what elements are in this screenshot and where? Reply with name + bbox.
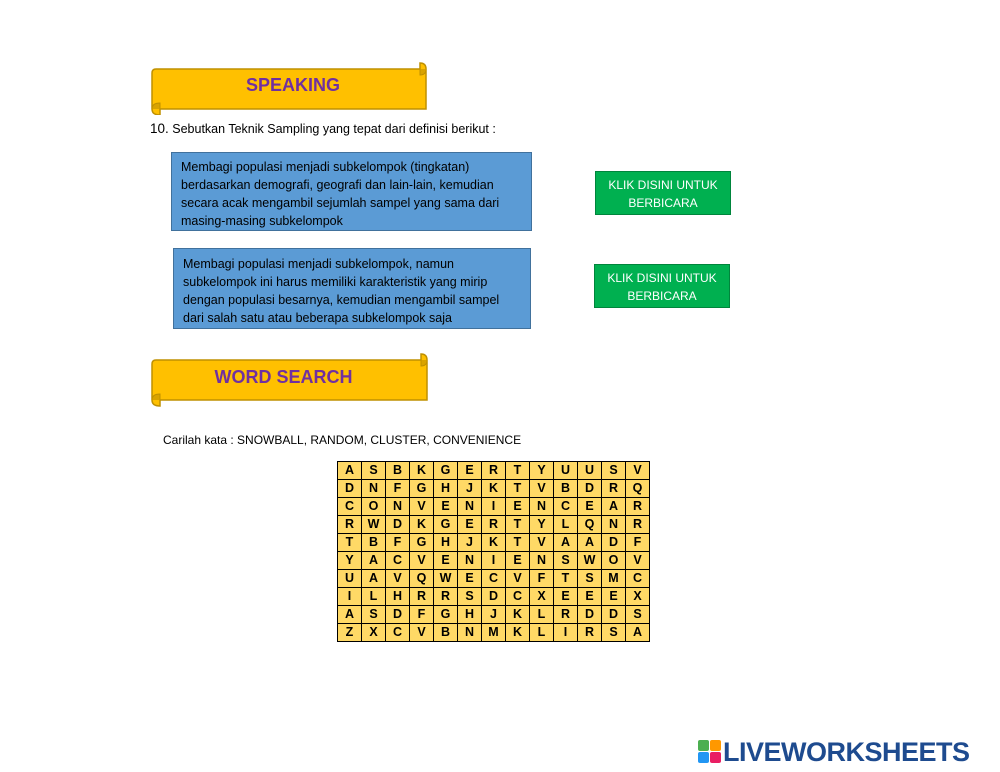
grid-cell[interactable]: S bbox=[362, 462, 386, 480]
grid-cell[interactable]: S bbox=[578, 570, 602, 588]
grid-cell[interactable]: L bbox=[362, 588, 386, 606]
grid-cell[interactable]: S bbox=[626, 606, 650, 624]
grid-cell[interactable]: I bbox=[338, 588, 362, 606]
grid-cell[interactable]: Y bbox=[338, 552, 362, 570]
grid-cell[interactable]: X bbox=[362, 624, 386, 642]
grid-cell[interactable]: V bbox=[386, 570, 410, 588]
grid-row bbox=[338, 480, 650, 498]
grid-cell[interactable]: J bbox=[458, 480, 482, 498]
grid-cell[interactable]: A bbox=[338, 606, 362, 624]
grid-cell[interactable]: W bbox=[434, 570, 458, 588]
definition-line: dengan populasi besarnya, kemudian mengambil sampel bbox=[183, 293, 500, 307]
grid-cell[interactable]: C bbox=[482, 570, 506, 588]
grid-cell[interactable]: K bbox=[482, 534, 506, 552]
grid-cell[interactable]: G bbox=[434, 462, 458, 480]
grid-cell[interactable]: T bbox=[506, 534, 530, 552]
speak-button-label: BERBICARA bbox=[627, 289, 697, 303]
grid-cell[interactable]: E bbox=[602, 588, 626, 606]
grid-cell[interactable]: D bbox=[578, 606, 602, 624]
logo-text: LIVEWORKSHEETS bbox=[723, 737, 970, 767]
grid-cell[interactable]: T bbox=[506, 516, 530, 534]
grid-cell[interactable]: N bbox=[530, 498, 554, 516]
grid-cell[interactable]: A bbox=[338, 462, 362, 480]
grid-cell[interactable]: V bbox=[530, 480, 554, 498]
grid-cell[interactable]: R bbox=[482, 516, 506, 534]
speak-button-label: BERBICARA bbox=[628, 196, 698, 210]
grid-cell[interactable]: V bbox=[626, 552, 650, 570]
grid-cell[interactable]: F bbox=[410, 606, 434, 624]
grid-cell[interactable]: I bbox=[482, 498, 506, 516]
grid-cell[interactable]: A bbox=[362, 570, 386, 588]
grid-row bbox=[338, 516, 650, 534]
grid-cell[interactable]: L bbox=[554, 516, 578, 534]
grid-cell[interactable]: A bbox=[362, 552, 386, 570]
grid-cell[interactable]: O bbox=[602, 552, 626, 570]
grid-cell[interactable]: E bbox=[434, 552, 458, 570]
definition-line: secara acak mengambil sejumlah sampel yang sama dari bbox=[181, 196, 500, 210]
grid-cell[interactable]: G bbox=[410, 480, 434, 498]
speak-button-1[interactable] bbox=[595, 171, 731, 215]
grid-cell[interactable]: E bbox=[458, 570, 482, 588]
grid-cell[interactable]: H bbox=[386, 588, 410, 606]
grid-cell[interactable]: C bbox=[554, 498, 578, 516]
grid-cell[interactable]: Q bbox=[626, 480, 650, 498]
grid-cell[interactable]: E bbox=[578, 588, 602, 606]
definition-line: berdasarkan demografi, geografi dan lain-lain, kemudian bbox=[181, 178, 494, 192]
word-search-instruction: Carilah kata : SNOWBALL, RANDOM, CLUSTER, CONVENIENCE bbox=[163, 433, 522, 447]
grid-cell[interactable]: R bbox=[338, 516, 362, 534]
grid-cell[interactable]: D bbox=[386, 606, 410, 624]
grid-cell[interactable]: N bbox=[602, 516, 626, 534]
grid-cell[interactable]: E bbox=[554, 588, 578, 606]
grid-cell[interactable]: A bbox=[602, 498, 626, 516]
definition-line: dari salah satu atau beberapa subkelompok saja bbox=[183, 311, 452, 325]
grid-cell[interactable]: A bbox=[554, 534, 578, 552]
grid-cell[interactable]: S bbox=[362, 606, 386, 624]
grid-cell[interactable]: S bbox=[458, 588, 482, 606]
grid-row bbox=[338, 588, 650, 606]
grid-cell[interactable]: D bbox=[338, 480, 362, 498]
grid-cell[interactable]: L bbox=[530, 606, 554, 624]
grid-cell[interactable]: E bbox=[458, 516, 482, 534]
grid-cell[interactable]: E bbox=[578, 498, 602, 516]
grid-cell[interactable]: H bbox=[434, 534, 458, 552]
grid-cell[interactable]: C bbox=[626, 570, 650, 588]
grid-cell[interactable]: F bbox=[626, 534, 650, 552]
grid-cell[interactable]: G bbox=[434, 516, 458, 534]
grid-cell[interactable]: Y bbox=[530, 462, 554, 480]
grid-cell[interactable]: B bbox=[554, 480, 578, 498]
grid-cell[interactable]: D bbox=[578, 480, 602, 498]
grid-cell[interactable]: O bbox=[362, 498, 386, 516]
grid-cell[interactable]: R bbox=[578, 624, 602, 642]
question-text: Sebutkan Teknik Sampling yang tepat dari definisi berikut : bbox=[172, 122, 496, 136]
grid-cell[interactable]: A bbox=[626, 624, 650, 642]
grid-cell[interactable]: K bbox=[506, 606, 530, 624]
grid-cell[interactable]: V bbox=[626, 462, 650, 480]
grid-cell[interactable]: J bbox=[458, 534, 482, 552]
definition-line: Membagi populasi menjadi subkelompok, namun bbox=[183, 257, 454, 271]
grid-cell[interactable]: T bbox=[338, 534, 362, 552]
grid-cell[interactable]: I bbox=[554, 624, 578, 642]
grid-cell[interactable]: J bbox=[482, 606, 506, 624]
grid-cell[interactable]: Q bbox=[410, 570, 434, 588]
grid-cell[interactable]: N bbox=[530, 552, 554, 570]
grid-cell[interactable]: L bbox=[530, 624, 554, 642]
grid-cell[interactable]: B bbox=[362, 534, 386, 552]
grid-cell[interactable]: C bbox=[386, 624, 410, 642]
definition-line: Membagi populasi menjadi subkelompok (tingkatan) bbox=[181, 160, 470, 174]
grid-cell[interactable]: A bbox=[578, 534, 602, 552]
grid-cell[interactable]: C bbox=[386, 552, 410, 570]
grid-cell[interactable]: T bbox=[554, 570, 578, 588]
grid-row bbox=[338, 462, 650, 480]
grid-cell[interactable]: W bbox=[362, 516, 386, 534]
grid-row bbox=[338, 570, 650, 588]
grid-cell[interactable]: V bbox=[410, 498, 434, 516]
word-search-title: WORD SEARCH bbox=[214, 367, 353, 387]
definition-box-1 bbox=[171, 152, 532, 231]
grid-cell[interactable]: E bbox=[434, 498, 458, 516]
grid-cell[interactable]: X bbox=[626, 588, 650, 606]
word-search-banner bbox=[150, 352, 429, 407]
grid-cell[interactable]: E bbox=[458, 462, 482, 480]
speak-button-label: KLIK DISINI UNTUK bbox=[608, 178, 718, 192]
grid-cell[interactable]: E bbox=[506, 498, 530, 516]
grid-row bbox=[338, 624, 650, 642]
grid-cell[interactable]: I bbox=[482, 552, 506, 570]
grid-cell[interactable]: W bbox=[578, 552, 602, 570]
speaking-banner bbox=[150, 61, 428, 115]
logo-blocks-icon bbox=[698, 740, 722, 764]
grid-cell[interactable]: F bbox=[386, 480, 410, 498]
grid-cell[interactable]: R bbox=[626, 498, 650, 516]
grid-cell[interactable]: K bbox=[410, 516, 434, 534]
definition-line: subkelompok ini harus memiliki karakteristik yang mirip bbox=[183, 275, 488, 289]
grid-cell[interactable]: E bbox=[506, 552, 530, 570]
grid-cell[interactable]: R bbox=[554, 606, 578, 624]
grid-cell[interactable]: G bbox=[410, 534, 434, 552]
definition-box-2 bbox=[173, 248, 531, 329]
grid-cell[interactable]: R bbox=[602, 480, 626, 498]
grid-row bbox=[338, 606, 650, 624]
grid-cell[interactable]: M bbox=[482, 624, 506, 642]
grid-cell[interactable]: T bbox=[506, 480, 530, 498]
speak-button-label: KLIK DISINI UNTUK bbox=[607, 271, 717, 285]
grid-cell[interactable]: N bbox=[458, 498, 482, 516]
grid-cell[interactable]: R bbox=[410, 588, 434, 606]
grid-cell[interactable]: D bbox=[602, 534, 626, 552]
speaking-title: SPEAKING bbox=[245, 75, 341, 95]
grid-cell[interactable]: B bbox=[386, 462, 410, 480]
question-prompt bbox=[150, 121, 496, 136]
definition-line: masing-masing subkelompok bbox=[181, 214, 343, 228]
grid-cell[interactable]: U bbox=[338, 570, 362, 588]
grid-cell[interactable]: R bbox=[482, 462, 506, 480]
grid-cell[interactable]: S bbox=[554, 552, 578, 570]
grid-cell[interactable]: C bbox=[338, 498, 362, 516]
question-number: 10. bbox=[150, 121, 169, 136]
grid-cell[interactable]: Q bbox=[578, 516, 602, 534]
grid-cell[interactable]: F bbox=[386, 534, 410, 552]
grid-cell[interactable]: Z bbox=[338, 624, 362, 642]
grid-cell[interactable]: D bbox=[386, 516, 410, 534]
grid-cell[interactable]: N bbox=[458, 624, 482, 642]
grid-cell[interactable]: R bbox=[626, 516, 650, 534]
grid-cell[interactable]: D bbox=[482, 588, 506, 606]
grid-cell[interactable]: N bbox=[362, 480, 386, 498]
grid-row bbox=[338, 534, 650, 552]
grid-cell[interactable]: V bbox=[530, 534, 554, 552]
grid-cell[interactable]: U bbox=[554, 462, 578, 480]
grid-cell[interactable]: M bbox=[602, 570, 626, 588]
grid-cell[interactable]: S bbox=[602, 462, 626, 480]
grid-cell[interactable]: K bbox=[482, 480, 506, 498]
grid-cell[interactable]: D bbox=[602, 606, 626, 624]
grid-cell[interactable]: N bbox=[458, 552, 482, 570]
grid-cell[interactable]: U bbox=[578, 462, 602, 480]
grid-cell[interactable]: S bbox=[602, 624, 626, 642]
grid-cell[interactable]: R bbox=[434, 588, 458, 606]
grid-cell[interactable]: K bbox=[506, 624, 530, 642]
speak-button-2[interactable] bbox=[594, 264, 730, 308]
word-search-grid bbox=[337, 461, 650, 642]
grid-cell[interactable]: X bbox=[530, 588, 554, 606]
grid-cell[interactable]: H bbox=[434, 480, 458, 498]
grid-cell[interactable]: B bbox=[434, 624, 458, 642]
grid-cell[interactable]: H bbox=[458, 606, 482, 624]
grid-cell[interactable]: V bbox=[506, 570, 530, 588]
grid-row bbox=[338, 498, 650, 516]
grid-cell[interactable]: C bbox=[506, 588, 530, 606]
grid-cell[interactable]: N bbox=[386, 498, 410, 516]
grid-cell[interactable]: F bbox=[530, 570, 554, 588]
grid-cell[interactable]: K bbox=[410, 462, 434, 480]
grid-row bbox=[338, 552, 650, 570]
grid-cell[interactable]: G bbox=[434, 606, 458, 624]
grid-cell[interactable]: V bbox=[410, 624, 434, 642]
grid-cell[interactable]: V bbox=[410, 552, 434, 570]
grid-cell[interactable]: Y bbox=[530, 516, 554, 534]
grid-cell[interactable]: T bbox=[506, 462, 530, 480]
